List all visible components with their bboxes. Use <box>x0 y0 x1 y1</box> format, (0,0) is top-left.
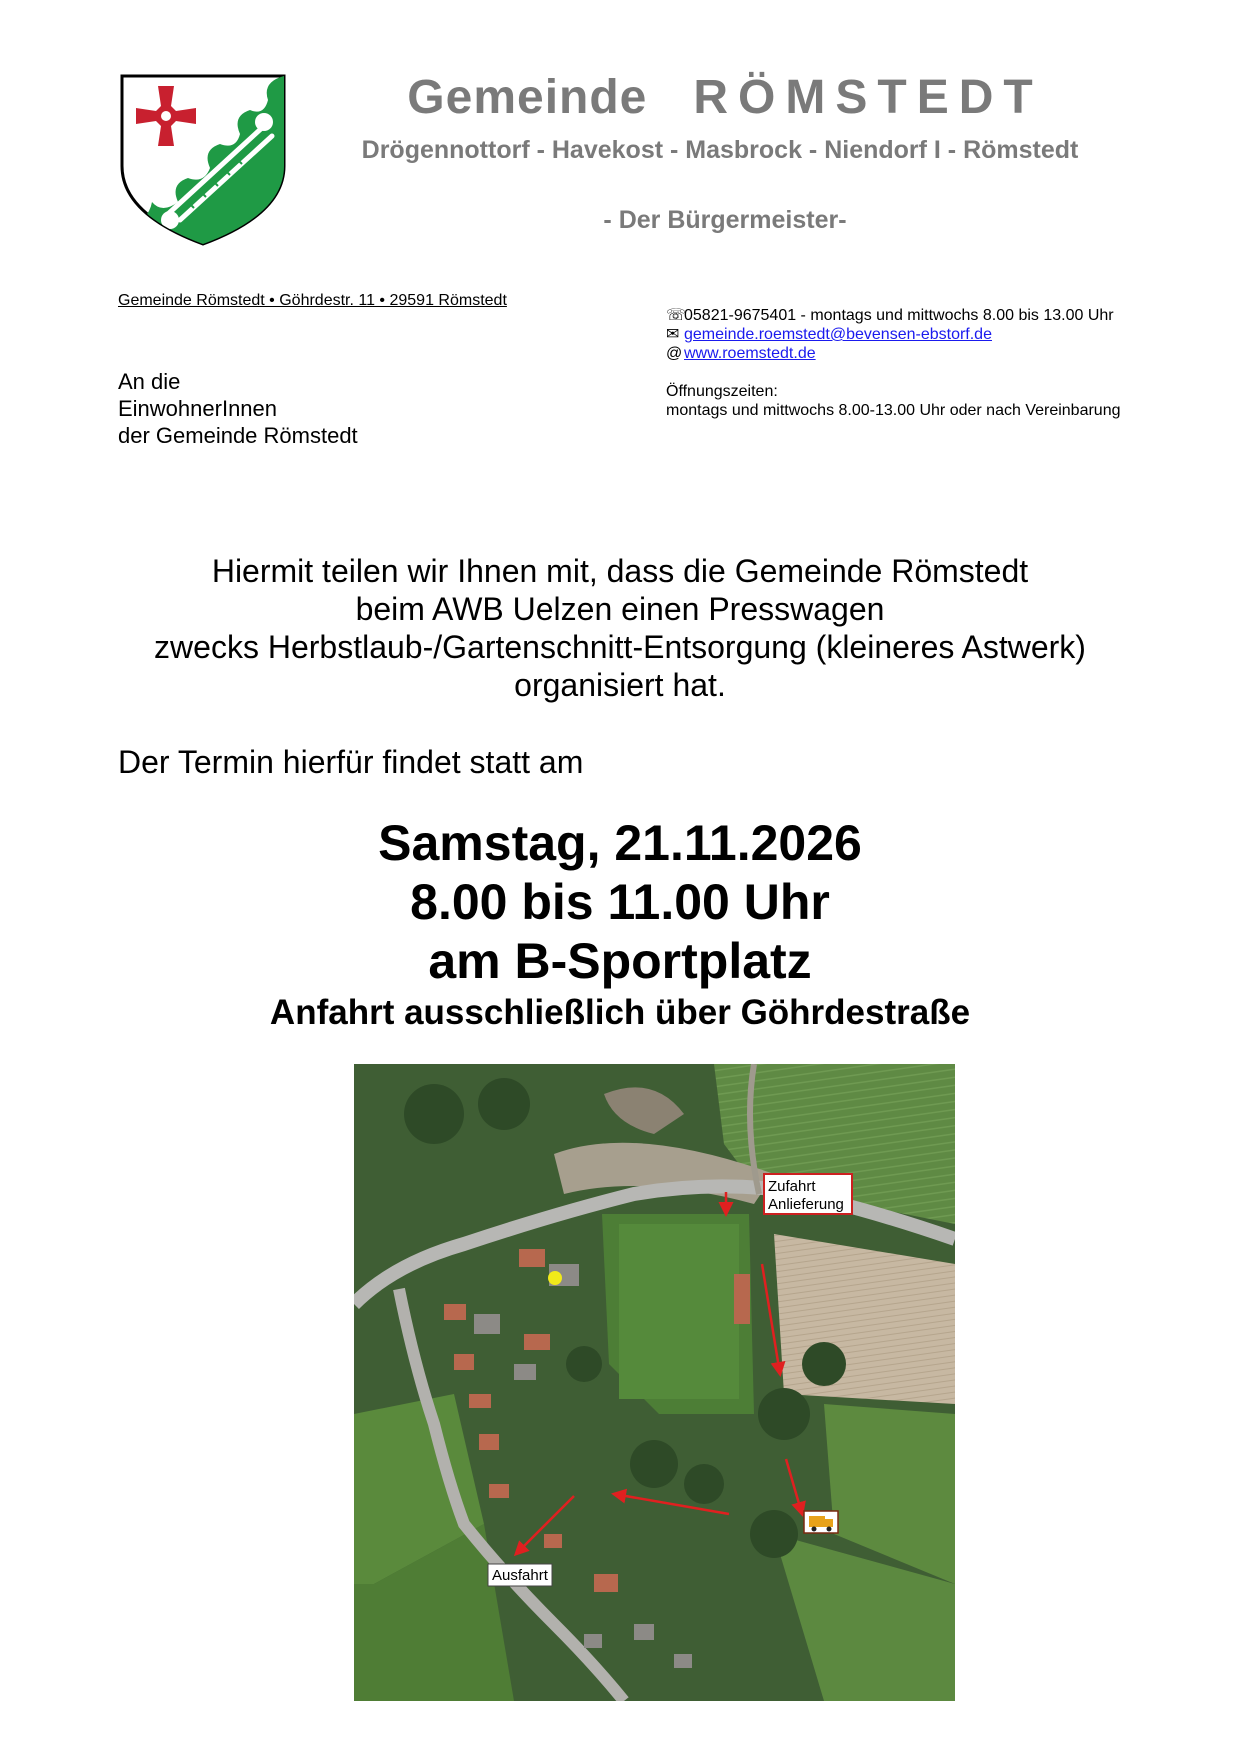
recipient-line: der Gemeinde Römstedt <box>118 423 358 448</box>
aerial-map <box>354 1064 955 1701</box>
coat-of-arms-icon <box>118 74 288 246</box>
intro-paragraph <box>100 552 1140 704</box>
phone-row <box>666 306 1121 325</box>
intro-line: beim AWB Uelzen einen Presswagen <box>355 591 885 627</box>
intro-line: zwecks Herbstlaub-/Gartenschnitt-Entsorgung (kleineres Astwerk) <box>154 629 1086 665</box>
map-label-zufahrt-line2: Anlieferung <box>768 1196 844 1213</box>
event-time: 8.00 bis 11.00 Uhr <box>410 874 830 930</box>
title-word-gemeinde: Gemeinde <box>407 71 648 124</box>
recipient-line: An die <box>118 369 181 394</box>
intro-line: organisiert hat. <box>514 667 726 703</box>
opening-hours-text: montags und mittwochs 8.00-13.00 Uhr oder nach Vereinbarung <box>666 402 1121 419</box>
event-date: Samstag, 21.11.2026 <box>378 815 862 871</box>
event-note: Anfahrt ausschließlich über Göhrdestraße <box>269 993 971 1032</box>
website-link[interactable]: www.roemstedt.de <box>684 345 816 362</box>
email-link[interactable]: gemeinde.roemstedt@bevensen-ebstorf.de <box>684 326 992 343</box>
event-place: am B-Sportplatz <box>428 933 812 989</box>
sender-address: Gemeinde Römstedt • Göhrdestr. 11 • 29591 Römstedt <box>118 292 507 309</box>
recipient-line: EinwohnerInnen <box>118 396 278 421</box>
map-label-ausfahrt-text: Ausfahrt <box>492 1567 548 1584</box>
truck-icon <box>804 1511 838 1533</box>
event-details <box>100 814 1140 1035</box>
title-word-place: RÖMSTEDT <box>693 71 1043 124</box>
mayor-line: - Der Bürgermeister- <box>603 206 847 234</box>
opening-hours-label: Öffnungszeiten: <box>666 383 778 400</box>
intro-line: Hiermit teilen wir Ihnen mit, dass die Gemeinde Römstedt <box>211 553 1029 589</box>
map-label-zufahrt <box>764 1174 852 1214</box>
villages-line: Drögennottorf - Havekost - Masbrock - Niendorf I - Römstedt <box>361 136 1079 164</box>
phone-icon: ☏ <box>666 307 687 324</box>
map-label-zufahrt-line1: Zufahrt <box>768 1178 816 1195</box>
at-sign: @ <box>666 345 683 362</box>
map-label-ausfahrt <box>488 1564 552 1586</box>
municipality-title <box>300 70 1150 125</box>
phone-text: 05821-9675401 - montags und mittwochs 8.00 bis 13.00 Uhr <box>684 307 1114 324</box>
web-row <box>666 344 1121 363</box>
location-marker <box>548 1271 562 1285</box>
termin-intro: Der Termin hierfür findet statt am <box>118 744 584 780</box>
envelope-icon: ✉ <box>666 326 680 343</box>
email-row <box>666 325 1121 344</box>
recipient-block <box>118 368 358 449</box>
contact-block <box>666 306 1121 420</box>
